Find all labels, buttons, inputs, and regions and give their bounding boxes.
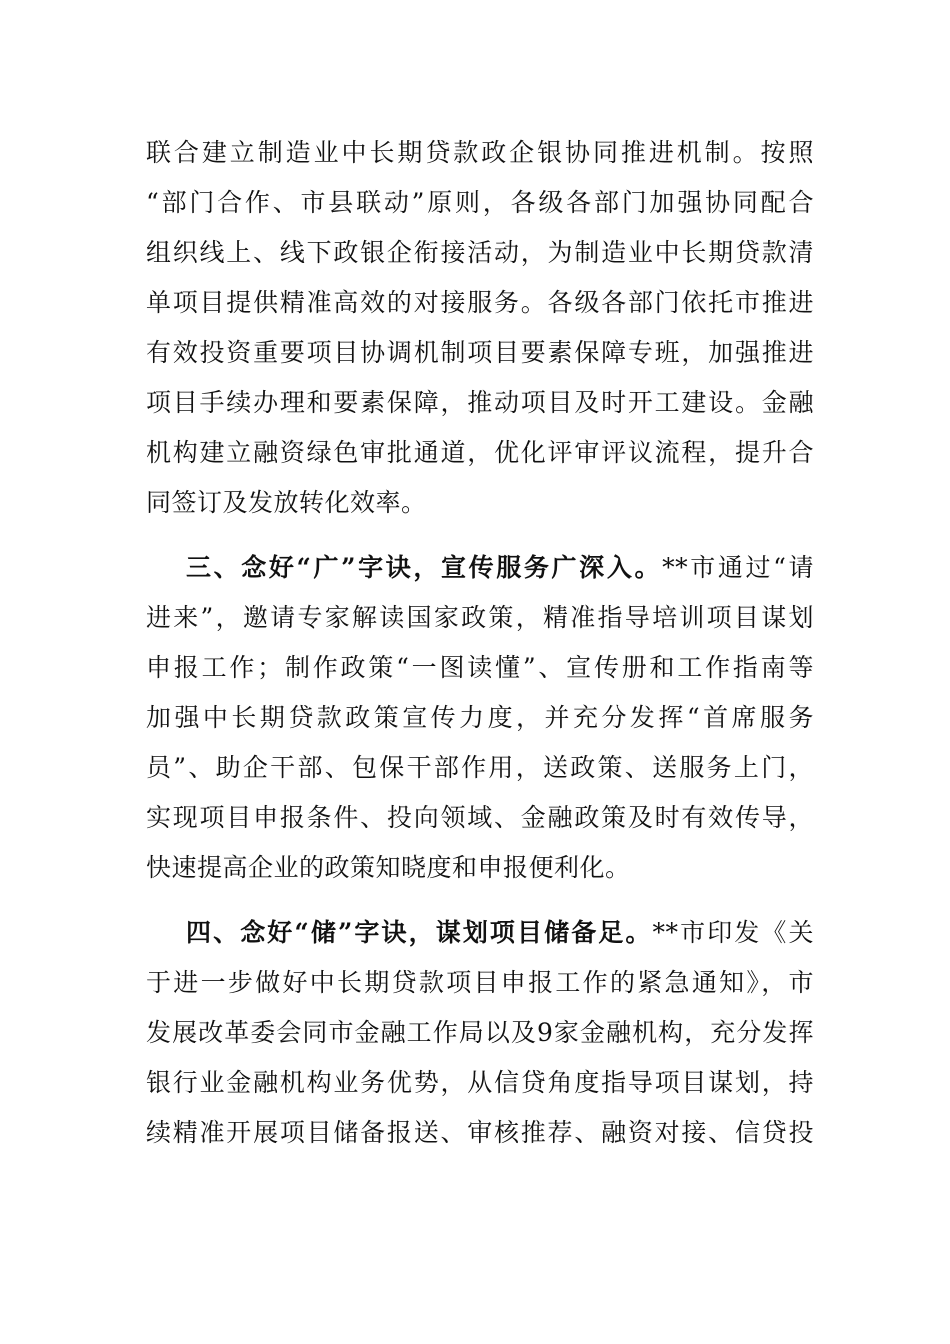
text-line: 加强中长期贷款政策宣传力度，并充分发挥“首席服务 [146,703,814,732]
document-body [146,128,814,1173]
heading-line [146,543,814,593]
heading-line [146,908,814,958]
text-line: 项目手续办理和要素保障，推动项目及时开工建设。金融 [146,388,814,417]
text-line: 快速提高企业的政策知晓度和申报便利化。 [146,853,631,882]
paragraph-mechanism [146,128,814,528]
section-heading-three: 三、念好“广”字诀，宣传服务广深入。 [186,553,663,582]
text-line: 于进一步做好中长期贷款项目申报工作的紧急通知》，市 [146,968,814,997]
heading-line-text: **市印发《关 [652,918,814,947]
text-line: “部门合作、市县联动”原则，各级各部门加强协同配合 [146,188,814,217]
text-line: 银行业金融机构业务优势，从信贷角度指导项目谋划，持 [146,1068,814,1097]
text-line: 员”、助企干部、包保干部作用，送政策、送服务上门， [146,753,814,782]
text-line: 发展改革委会同市金融工作局以及9家金融机构，充分发挥 [146,1018,814,1047]
text-line: 进来”，邀请专家解读国家政策，精准指导培训项目谋划 [146,603,814,632]
paragraph-publicity [146,543,814,893]
section-heading-four: 四、念好“储”字诀，谋划项目储备足。 [186,918,653,947]
text-line: 续精准开展项目储备报送、审核推荐、融资对接、信贷投 [146,1118,814,1147]
text-line: 单项目提供精准高效的对接服务。各级各部门依托市推进 [146,288,814,317]
text-line: 申报工作；制作政策“一图读懂”、宣传册和工作指南等 [146,653,814,682]
text-line: 机构建立融资绿色审批通道，优化评审评议流程，提升合 [146,438,814,467]
text-line: 实现项目申报条件、投向领域、金融政策及时有效传导， [146,803,814,832]
text-line: 联合建立制造业中长期贷款政企银协同推进机制。按照 [146,138,814,167]
text-line: 组织线上、线下政银企衔接活动，为制造业中长期贷款清 [146,238,814,267]
text-line: 同签订及发放转化效率。 [146,488,427,517]
paragraph-reserve [146,908,814,1158]
text-line: 有效投资重要项目协调机制项目要素保障专班，加强推进 [146,338,814,367]
heading-line-text: **市通过“请 [662,553,815,582]
